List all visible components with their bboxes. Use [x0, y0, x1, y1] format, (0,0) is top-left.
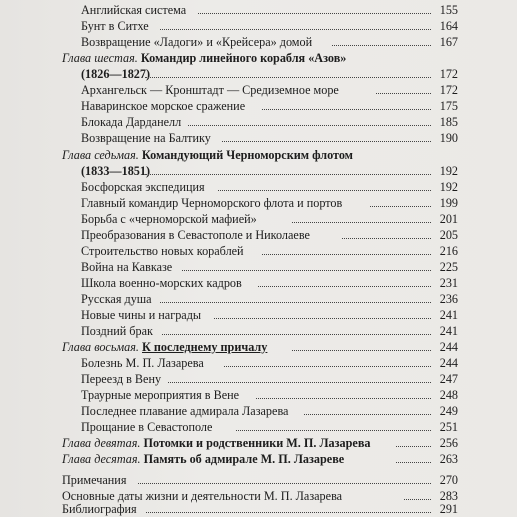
entry-title: Новые чины и награды — [81, 308, 202, 322]
toc-entry — [0, 83, 517, 98]
page-number: 192 — [439, 164, 458, 178]
chapter-heading — [0, 436, 517, 451]
page-number: 172 — [439, 67, 458, 81]
chapter-heading-cont — [0, 67, 517, 82]
leader-dots — [222, 131, 431, 142]
page-number: 241 — [439, 308, 458, 322]
leader-dots — [258, 276, 431, 287]
chapter-years: (1826—1827) — [81, 67, 151, 81]
chapter-label: Глава десятая. — [62, 452, 141, 466]
toc-entry — [0, 372, 517, 387]
toc-entry — [0, 388, 517, 403]
leader-dots — [292, 340, 431, 351]
chapter-label: Глава седьмая. — [62, 148, 139, 162]
page-number: 256 — [439, 436, 458, 450]
page-number: 263 — [439, 452, 458, 466]
leader-dots — [224, 356, 431, 367]
entry-title: Прощание в Севастополе — [81, 420, 213, 434]
chapter-label: Глава восьмая. — [62, 340, 139, 354]
page-number: 231 — [439, 276, 458, 290]
page-number: 247 — [439, 372, 458, 386]
leader-dots — [342, 228, 431, 239]
leader-dots — [262, 244, 431, 255]
toc-entry — [0, 99, 517, 114]
page-number: 192 — [439, 180, 458, 194]
leader-dots — [214, 308, 431, 319]
toc-entry — [0, 356, 517, 371]
toc-entry — [0, 404, 517, 419]
toc-entry — [0, 244, 517, 259]
leader-dots — [218, 180, 431, 191]
leader-dots — [198, 3, 431, 14]
chapter-title: Потомки и родственники М. П. Лазарева — [143, 436, 371, 450]
leader-dots — [145, 67, 431, 78]
leader-dots — [160, 19, 431, 30]
leader-dots — [145, 164, 431, 175]
page-number: 241 — [439, 324, 458, 338]
page-number: 248 — [439, 388, 458, 402]
leader-dots — [396, 436, 431, 447]
leader-dots — [182, 260, 431, 271]
page-number: 225 — [439, 260, 458, 274]
entry-title: Последнее плавание адмирала Лазарева — [81, 404, 289, 418]
chapter-heading — [0, 340, 517, 355]
toc-entry — [0, 420, 517, 435]
entry-title: Босфорская экспедиция — [81, 180, 205, 194]
leader-dots — [376, 83, 431, 94]
chapter-title: Командир линейного корабля «Азов» — [140, 51, 347, 65]
entry-title: Возвращение «Ладоги» и «Крейсера» домой — [81, 35, 313, 49]
entry-title: Траурные мероприятия в Вене — [81, 388, 240, 402]
entry-title: Война на Кавказе — [81, 260, 173, 274]
page-number: 185 — [439, 115, 458, 129]
toc-entry — [0, 260, 517, 275]
entry-title: Школа военно-морских кадров — [81, 276, 242, 290]
entry-title: Главный командир Черноморского флота и портов — [81, 196, 343, 210]
entry-title: Преобразования в Севастополе и Николаеве — [81, 228, 310, 242]
toc-entry — [0, 276, 517, 291]
page-number: 283 — [439, 489, 458, 503]
entry-title: Английская система — [81, 3, 187, 17]
toc-entry — [0, 115, 517, 130]
page-number: 236 — [439, 292, 458, 306]
leader-dots — [332, 35, 431, 46]
toc-entry — [0, 19, 517, 34]
entry-title: Архангельск — Кронштадт — Средиземное море — [81, 83, 339, 97]
page-number: 244 — [439, 356, 458, 370]
entry-title: Поздний брак — [81, 324, 153, 338]
page-number: 201 — [439, 212, 458, 226]
entry-title: Болезнь М. П. Лазарева — [81, 356, 204, 370]
leader-dots — [236, 420, 431, 431]
chapter-heading — [0, 452, 517, 467]
entry-title: Переезд в Вену — [81, 372, 162, 386]
chapter-label: Глава шестая. — [62, 51, 138, 65]
leader-dots — [160, 292, 431, 303]
chapter-title: Командующий Черноморским флотом — [141, 148, 353, 162]
leader-dots — [146, 502, 431, 513]
chapter-title: Память об адмирале М. П. Лазареве — [143, 452, 345, 466]
page-number: 164 — [439, 19, 458, 33]
page-number: 155 — [439, 3, 458, 17]
leader-dots — [168, 372, 431, 383]
toc-entry — [0, 502, 517, 517]
leader-dots — [396, 452, 431, 463]
page-number: 270 — [439, 473, 458, 487]
leader-dots — [162, 324, 431, 335]
entry-title: Русская душа — [81, 292, 152, 306]
toc-entry — [0, 292, 517, 307]
chapter-heading — [0, 148, 517, 163]
page-number: 175 — [439, 99, 458, 113]
page-number: 190 — [439, 131, 458, 145]
entry-title: Основные даты жизни и деятельности М. П. Лазарева — [62, 489, 343, 503]
leader-dots — [370, 196, 431, 207]
leader-dots — [188, 115, 431, 126]
toc-entry — [0, 35, 517, 50]
leader-dots — [292, 212, 431, 223]
chapter-heading-cont — [0, 164, 517, 179]
entry-title: Борьба с «черноморской мафией» — [81, 212, 257, 226]
page-number: 249 — [439, 404, 458, 418]
entry-title: Наваринское морское сражение — [81, 99, 246, 113]
leader-dots — [304, 404, 431, 415]
entry-title: Библиография — [62, 502, 137, 516]
entry-title: Возвращение на Балтику — [81, 131, 211, 145]
page-number: 199 — [439, 196, 458, 210]
toc-entry — [0, 3, 517, 18]
chapter-heading — [0, 51, 517, 66]
page-number: 251 — [439, 420, 458, 434]
page-number: 291 — [439, 502, 458, 516]
leader-dots — [404, 489, 431, 500]
page-number: 205 — [439, 228, 458, 242]
toc-entry — [0, 196, 517, 211]
toc-entry — [0, 180, 517, 195]
page-number: 172 — [439, 83, 458, 97]
chapter-years: (1833—1851) — [81, 164, 151, 178]
toc-entry — [0, 212, 517, 227]
toc-entry — [0, 308, 517, 323]
chapter-title: К последнему причалу — [142, 340, 268, 354]
entry-title: Бунт в Ситхе — [81, 19, 149, 33]
toc-entry — [0, 473, 517, 488]
leader-dots — [138, 473, 431, 484]
page-number: 244 — [439, 340, 458, 354]
toc-entry — [0, 324, 517, 339]
page-number: 167 — [439, 35, 458, 49]
toc-entry — [0, 131, 517, 146]
entry-title: Блокада Дарданелл — [81, 115, 182, 129]
entry-title: Строительство новых кораблей — [81, 244, 244, 258]
chapter-label: Глава девятая. — [62, 436, 141, 450]
toc-entry — [0, 228, 517, 243]
page-number: 216 — [439, 244, 458, 258]
entry-title: Примечания — [62, 473, 127, 487]
leader-dots — [256, 388, 431, 399]
leader-dots — [262, 99, 431, 110]
